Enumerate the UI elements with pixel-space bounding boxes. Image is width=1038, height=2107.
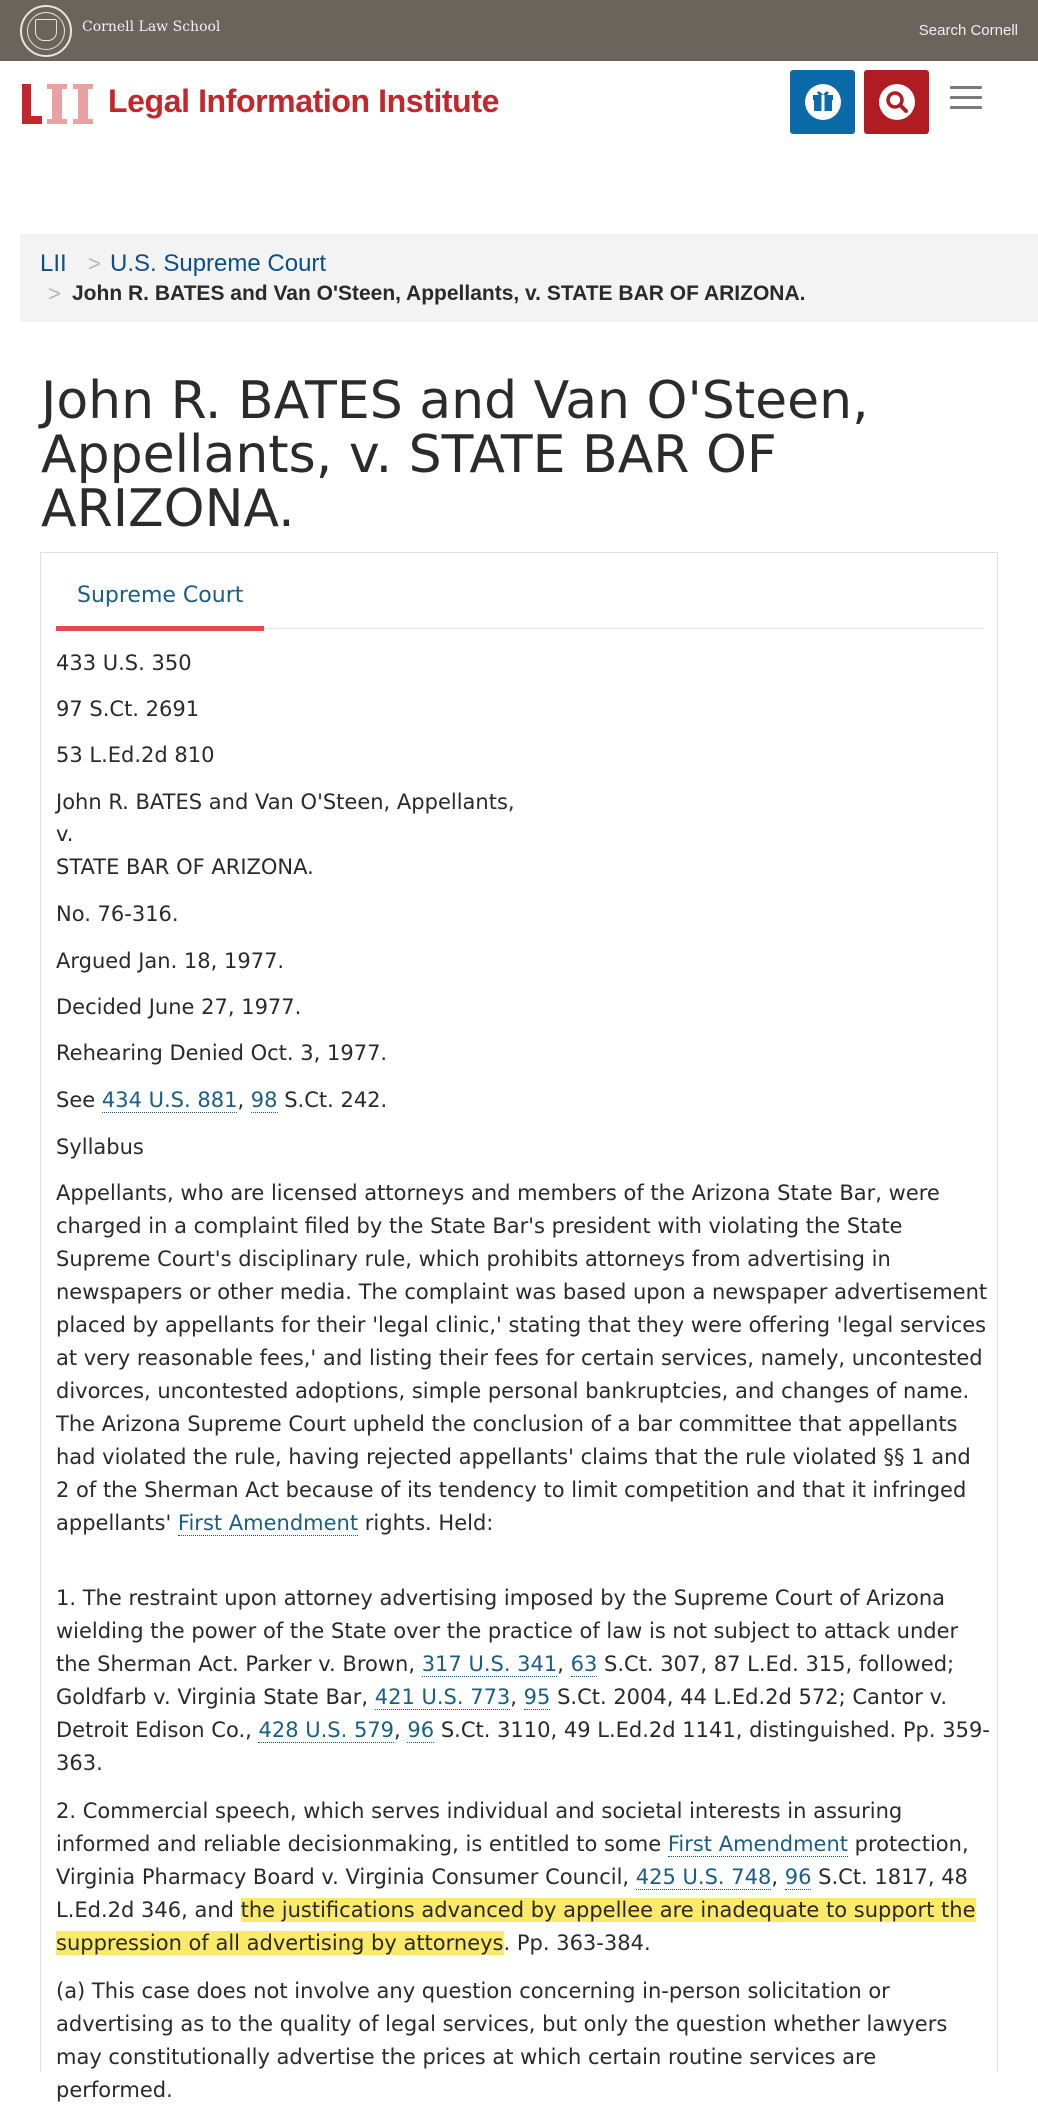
link-428-us-579[interactable]: 428 U.S. 579 (258, 1718, 395, 1742)
link-425-us-748[interactable]: 425 U.S. 748 (635, 1865, 772, 1889)
syllabus-paragraph-3: 2. Commercial speech, which serves individual and societal interests in assuring informed and reliable decisionmaking, is entitled to some First Amendment protection, Virginia Pharmacy Board v. Virginia Consumer Council, 425 U.S. 748, 96 S.Ct. 1817, 48 L.Ed.2d 346, and the justifications advanced by appellee are inadequate to support the suppression of all advertising by attorneys. Pp. 363-384. (56, 1799, 976, 1955)
parties-appellants: John R. BATES and Van O'Steen, Appellants, (56, 790, 515, 814)
argued-date: Argued Jan. 18, 1977. (56, 949, 285, 973)
breadcrumb-separator: > (48, 281, 61, 306)
breadcrumb-supreme-court[interactable]: U.S. Supreme Court (110, 250, 327, 277)
link-96[interactable]: 96 (407, 1718, 435, 1742)
highlighted-text: the justifications advanced by appellee are inadequate to support the suppression of all advertising by attorneys (56, 1898, 976, 1955)
parties-versus: v. (56, 822, 74, 846)
lii-logo-text: Legal Information Institute (108, 83, 499, 119)
breadcrumb-separator: > (88, 251, 101, 276)
search-icon (877, 82, 917, 122)
link-first-amendment[interactable]: First Amendment (177, 1511, 359, 1535)
cornell-seal-icon[interactable] (20, 5, 72, 57)
see-also: See 434 U.S. 881, 98 S.Ct. 242. (56, 1088, 388, 1112)
link-434-us-881[interactable]: 434 U.S. 881 (101, 1088, 238, 1112)
link-98[interactable]: 98 (250, 1088, 278, 1112)
citation-sct: 97 S.Ct. 2691 (56, 697, 200, 721)
gift-icon (803, 82, 843, 122)
donate-button[interactable] (790, 70, 855, 134)
link-96[interactable]: 96 (784, 1865, 812, 1889)
citation-led: 53 L.Ed.2d 810 (56, 743, 215, 767)
syllabus-paragraph-1: Appellants, who are licensed attorneys and members of the Arizona State Bar, were charged in a complaint filed by the State Bar's president with violating the State Supreme Court's disciplinary rule, which prohibits attorneys from advertising in newspapers or other media. The complaint was based upon a newspaper advertisement placed by appellants for their 'legal clinic,' stating that they were offering 'legal services at very reasonable fees,' and listing their fees for certain services, namely, uncontested divorces, uncontested adoptions, simple personal bankruptcies, and changes of name. The Arizona Supreme Court upheld the conclusion of a bar committee that appellants had violated the rule, having rejected appellants' claims that the rule violated §§ 1 and 2 of the Sherman Act because of its tendency to limit competition and that it infringed appellants' First Amendment rights. Held: (56, 1181, 988, 1535)
rehearing-date: Rehearing Denied Oct. 3, 1977. (56, 1041, 388, 1065)
link-63[interactable]: 63 (570, 1652, 598, 1676)
breadcrumb-lii[interactable]: LII (40, 250, 67, 277)
link-317-us-341[interactable]: 317 U.S. 341 (421, 1652, 558, 1676)
cornell-law-school-link[interactable]: Cornell Law School (82, 19, 221, 35)
syllabus-paragraph-2: 1. The restraint upon attorney advertising imposed by the Supreme Court of Arizona wielding the power of the State over the practice of law is not subject to attack under the Sherman Act. Parker v. Brown, 317 U.S. 341, 63 S.Ct. 307, 87 L.Ed. 315, followed; Goldfarb v. Virginia State Bar, 421 U.S. 773, 95 S.Ct. 2004, 44 L.Ed.2d 572; Cantor v. Detroit Edison Co., 428 U.S. 579, 96 S.Ct. 3110, 49 L.Ed.2d 1141, distinguished. Pp. 359-363. (56, 1586, 990, 1775)
decided-date: Decided June 27, 1977. (56, 995, 302, 1019)
link-95[interactable]: 95 (523, 1685, 551, 1709)
breadcrumb (20, 234, 1038, 322)
parties-appellee: STATE BAR OF ARIZONA. (56, 855, 314, 879)
active-tab-indicator (56, 626, 264, 631)
link-first-amendment[interactable]: First Amendment (667, 1832, 848, 1856)
breadcrumb-current: John R. BATES and Van O'Steen, Appellants, v. STATE BAR OF ARIZONA. (72, 282, 806, 305)
syllabus-heading: Syllabus (56, 1135, 144, 1159)
menu-icon[interactable] (950, 86, 982, 110)
citation-us: 433 U.S. 350 (56, 651, 192, 675)
search-cornell-link[interactable]: Search Cornell (918, 22, 1018, 39)
link-421-us-773[interactable]: 421 U.S. 773 (374, 1685, 511, 1709)
tab-supreme-court[interactable]: Supreme Court (77, 583, 244, 608)
cornell-topbar (0, 0, 1038, 61)
page-title: John R. BATES and Van O'Steen, Appellants, v. STATE BAR OF ARIZONA. (41, 371, 869, 539)
syllabus-paragraph-4: (a) This case does not involve any question concerning in-person solicitation or advertising as to the quality of legal services, but only the question whether lawyers may constitutionally advertise the prices at which certain routine services are performed. (56, 1979, 948, 2102)
docket-number: No. 76-316. (56, 902, 179, 926)
search-button[interactable] (864, 70, 929, 134)
lii-logo-mark (20, 80, 100, 128)
